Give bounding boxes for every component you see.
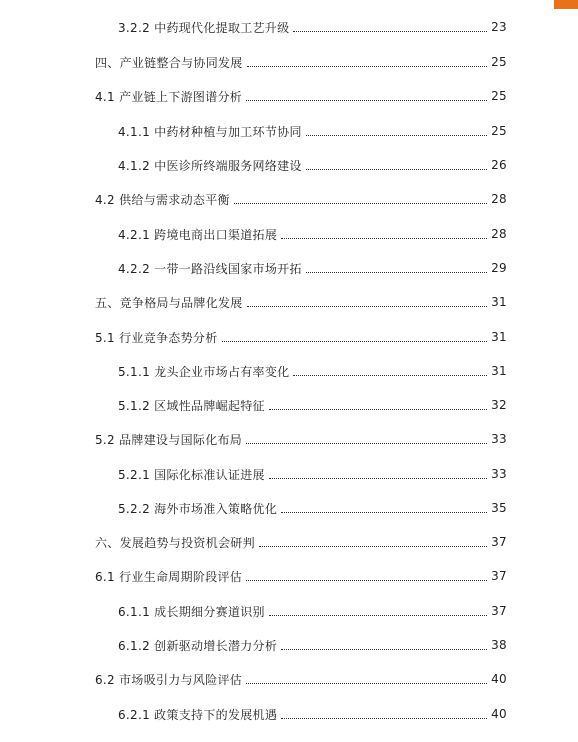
toc-entry-page: 29 [491, 261, 507, 275]
toc-entry-page: 35 [491, 501, 507, 515]
toc-entry-page: 28 [491, 227, 507, 241]
toc-entry-title: 5.1 行业竞争态势分析 [95, 330, 218, 345]
toc-entry[interactable] [0, 258, 578, 278]
toc-entry-page: 31 [491, 330, 507, 344]
toc-entry-title: 6.1.2 创新驱动增长潜力分析 [118, 638, 278, 653]
toc-entry-title: 5.2 品牌建设与国际化布局 [95, 432, 243, 447]
corner-accent [554, 0, 578, 9]
toc-entry[interactable] [0, 327, 578, 347]
toc-leader-dots [222, 340, 488, 342]
toc-leader-dots [246, 99, 487, 101]
toc-entry-title: 四、产业链整合与协同发展 [95, 55, 243, 70]
toc-entry[interactable] [0, 635, 578, 655]
toc-entry[interactable] [0, 464, 578, 484]
toc-entry-title: 4.2.2 一带一路沿线国家市场开拓 [118, 261, 302, 276]
toc-entry[interactable] [0, 601, 578, 621]
toc-entry[interactable] [0, 669, 578, 689]
toc-entry[interactable] [0, 498, 578, 518]
toc-entry[interactable] [0, 566, 578, 586]
toc-entry[interactable] [0, 704, 578, 724]
toc-entry-title: 6.1 行业生命周期阶段评估 [95, 569, 243, 584]
toc-entry-title: 五、竞争格局与品牌化发展 [95, 295, 243, 310]
toc-entry-page: 31 [491, 364, 507, 378]
toc-entry-title: 4.2.1 跨境电商出口渠道拓展 [118, 227, 278, 242]
toc-entry-page: 25 [491, 89, 507, 103]
toc-entry-page: 31 [491, 295, 507, 309]
toc-entry-title: 6.2.1 政策支持下的发展机遇 [118, 707, 278, 722]
toc-entry[interactable] [0, 189, 578, 209]
toc-entry-page: 28 [491, 192, 507, 206]
toc-entry-page: 37 [491, 535, 507, 549]
toc-entry-title: 4.2 供给与需求动态平衡 [95, 192, 230, 207]
toc-leader-dots [246, 442, 487, 444]
toc-leader-dots [281, 717, 487, 719]
toc-entry-page: 25 [491, 55, 507, 69]
toc-entry[interactable] [0, 86, 578, 106]
toc-entry-title: 5.2.1 国际化标准认证进展 [118, 467, 265, 482]
toc-entry-page: 23 [491, 20, 507, 34]
toc-entry[interactable] [0, 361, 578, 381]
toc-leader-dots [269, 408, 487, 410]
toc-entry-page: 40 [491, 707, 507, 721]
toc-leader-dots [281, 237, 487, 239]
toc-entry-title: 4.1.1 中药材种植与加工环节协同 [118, 124, 302, 139]
toc-leader-dots [306, 134, 487, 136]
toc-leader-dots [247, 305, 487, 307]
toc-leader-dots [281, 648, 487, 650]
toc-entry[interactable] [0, 52, 578, 72]
toc-entry-title: 5.2.2 海外市场准入策略优化 [118, 501, 278, 516]
toc-entry-page: 32 [491, 398, 507, 412]
toc-entry-page: 38 [491, 638, 507, 652]
toc-entry-title: 六、发展趋势与投资机会研判 [95, 535, 255, 550]
toc-entry-title: 3.2.2 中药现代化提取工艺升级 [118, 20, 290, 35]
toc-entry-page: 25 [491, 124, 507, 138]
toc-entry[interactable] [0, 121, 578, 141]
toc-entry[interactable] [0, 429, 578, 449]
toc-leader-dots [247, 65, 487, 67]
toc-entry-title: 5.1.1 龙头企业市场占有率变化 [118, 364, 290, 379]
toc-entry[interactable] [0, 532, 578, 552]
toc-entry-page: 33 [491, 432, 507, 446]
toc-entry-title: 6.2 市场吸引力与风险评估 [95, 672, 243, 687]
toc-entry-page: 33 [491, 467, 507, 481]
toc-entry-page: 37 [491, 604, 507, 618]
toc-entry[interactable] [0, 155, 578, 175]
toc-entry-title: 5.1.2 区域性品牌崛起特征 [118, 398, 265, 413]
toc-leader-dots [259, 545, 487, 547]
toc-leader-dots [269, 477, 487, 479]
toc-entry[interactable] [0, 292, 578, 312]
toc-entry-page: 37 [491, 569, 507, 583]
toc-leader-dots [246, 579, 487, 581]
toc-leader-dots [293, 374, 487, 376]
toc-entry-title: 4.1 产业链上下游图谱分析 [95, 89, 243, 104]
toc-entry-title: 6.1.1 成长期细分赛道识别 [118, 604, 265, 619]
toc-leader-dots [281, 511, 487, 513]
toc-entry-title: 4.1.2 中医诊所终端服务网络建设 [118, 158, 302, 173]
toc-entry-page: 40 [491, 672, 507, 686]
toc-leader-dots [293, 30, 487, 32]
toc-leader-dots [246, 682, 487, 684]
toc-leader-dots [306, 168, 487, 170]
toc-entry[interactable] [0, 395, 578, 415]
toc-leader-dots [234, 202, 487, 204]
toc-entry-page: 26 [491, 158, 507, 172]
toc-entry[interactable] [0, 224, 578, 244]
toc-leader-dots [269, 614, 487, 616]
toc-entry[interactable] [0, 17, 578, 37]
toc-leader-dots [306, 271, 487, 273]
